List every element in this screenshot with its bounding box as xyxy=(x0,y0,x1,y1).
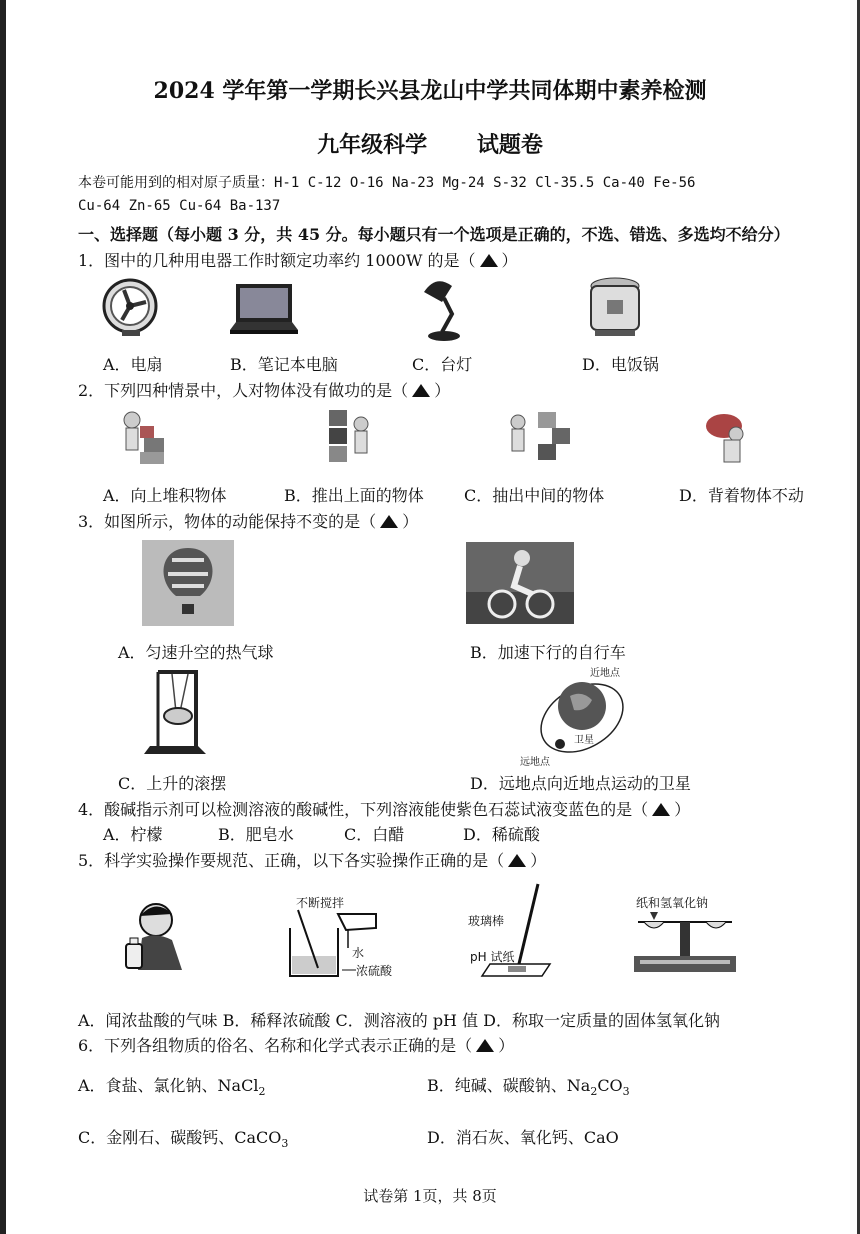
glass-rod-label: 玻璃棒 xyxy=(468,914,505,928)
ph-paper-label: pH 试纸 xyxy=(470,950,515,964)
answer-triangle-icon xyxy=(480,254,498,267)
cyclist-image xyxy=(466,542,574,624)
question-6-text: 6．下列各组物质的俗名、名称和化学式表示正确的是（ xyxy=(78,1036,473,1055)
question-2-stem: 2．下列四种情景中，人对物体没有做功的是（ ） xyxy=(78,381,451,400)
question-4-text: 4．酸碱指示剂可以检测溶液的酸碱性，下列溶液能使紫色石蕊试液变蓝色的是（ xyxy=(78,800,649,819)
q3-option-c: C．上升的滚摆 xyxy=(118,774,227,793)
fan-icon xyxy=(102,278,160,338)
question-1-text: 1．图中的几种用电器工作时额定功率约 1000W 的是（ xyxy=(78,251,476,270)
answer-triangle-icon xyxy=(508,854,526,867)
q2-option-b: B．推出上面的物体 xyxy=(284,486,424,505)
q6-option-c: C．金刚石、碳酸钙、CaCO$_3$ xyxy=(78,1128,289,1151)
q3-option-d: D．远地点向近地点运动的卫星 xyxy=(470,774,691,793)
satellite-orbit-diagram xyxy=(530,666,640,766)
q2-option-d: D．背着物体不动 xyxy=(679,486,804,505)
scan-edge-left xyxy=(0,0,6,1234)
apogee-label: 远地点 xyxy=(520,757,550,768)
atomic-masses-line1: 本卷可能用到的相对原子质量：H-1 C-12 O-16 Na-23 Mg-24 S-32 Cl-35.5 Ca-40 Fe-56 xyxy=(78,175,696,191)
answer-triangle-icon xyxy=(380,515,398,528)
answer-triangle-icon xyxy=(652,803,670,816)
q6-option-b: B．纯碱、碳酸钠、$Na_2CO_3$ xyxy=(427,1076,630,1099)
q1-option-b: B．笔记本电脑 xyxy=(230,355,338,374)
desk-lamp-icon xyxy=(418,276,466,342)
question-5-text: 5．科学实验操作要规范、正确，以下各实验操作正确的是（ xyxy=(78,851,505,870)
paper-naoh-label: 纸和氢氧化钠 xyxy=(636,896,709,910)
question-1-stem: 1．图中的几种用电器工作时额定功率约 1000W 的是（ ） xyxy=(78,251,518,270)
question-4-stem: 4．酸碱指示剂可以检测溶液的酸碱性，下列溶液能使紫色石蕊试液变蓝色的是（ ） xyxy=(78,800,691,819)
stir-label: 不断搅拌 xyxy=(296,896,345,910)
perigee-label: 近地点 xyxy=(590,668,620,679)
q4-option-d: D．稀硫酸 xyxy=(463,825,540,844)
q4-option-c: C．白醋 xyxy=(344,825,405,844)
q4-option-a: A．柠檬 xyxy=(103,825,163,844)
q2-option-c: C．抽出中间的物体 xyxy=(464,486,605,505)
q1-option-d: D．电饭锅 xyxy=(582,355,659,374)
rice-cooker-icon xyxy=(585,276,645,338)
person-stacking-boxes-icon xyxy=(118,410,170,466)
q6-option-a: A．食盐、氯化钠、NaCl$_2$ xyxy=(78,1076,266,1099)
conc-acid-label: 浓硫酸 xyxy=(356,964,393,978)
maxwell-pendulum-image xyxy=(140,668,210,760)
exam-title: 2024 学年第一学期长兴县龙山中学共同体期中素养检测 xyxy=(153,78,707,104)
atomic-masses-line2: Cu-64 Zn-65 Cu-64 Ba-137 xyxy=(78,198,281,214)
question-6-stem: 6．下列各组物质的俗名、名称和化学式表示正确的是（ ） xyxy=(78,1036,515,1055)
laptop-icon xyxy=(230,282,298,338)
page-footer: 试卷第 1页，共 8页 xyxy=(363,1187,497,1205)
answer-triangle-icon xyxy=(412,384,430,397)
exam-subtitle: 九年级科学 试题卷 xyxy=(317,132,543,158)
balance-scale-diagram xyxy=(630,908,740,978)
section-heading: 一、选择题（每小题 3 分，共 45 分。每小题只有一个选项是正确的，不选、错选、多选均不给分） xyxy=(78,225,790,244)
q1-option-a: A．电扇 xyxy=(103,355,163,374)
q4-option-b: B．肥皂水 xyxy=(218,825,294,844)
question-3-text: 3．如图所示，物体的动能保持不变的是（ xyxy=(78,512,377,531)
answer-triangle-icon xyxy=(476,1039,494,1052)
person-pushing-block-icon xyxy=(327,408,373,466)
q1-option-c: C．台灯 xyxy=(412,355,473,374)
water-label: 水 xyxy=(352,946,365,960)
question-3-stem: 3．如图所示，物体的动能保持不变的是（ ） xyxy=(78,512,419,531)
q6-option-d: D．消石灰、氧化钙、CaO xyxy=(427,1128,619,1147)
hot-air-balloon-image xyxy=(142,540,234,626)
person-pulling-block-icon xyxy=(508,408,574,466)
ph-test-diagram xyxy=(478,882,560,978)
q5-options: A．闻浓盐酸的气味 B．稀释浓硫酸 C．测溶液的 pH 值 D．称取一定质量的固体氢氧化钠 xyxy=(78,1011,721,1030)
satellite-label: 卫星 xyxy=(574,735,594,746)
question-2-text: 2．下列四种情景中，人对物体没有做功的是（ xyxy=(78,381,409,400)
question-5-stem: 5．科学实验操作要规范、正确，以下各实验操作正确的是（ ） xyxy=(78,851,547,870)
q2-option-a: A．向上堆积物体 xyxy=(103,486,227,505)
smelling-acid-image xyxy=(120,898,190,972)
q3-option-b: B．加速下行的自行车 xyxy=(470,643,626,662)
person-carrying-load-icon xyxy=(702,412,754,466)
q3-option-a: A．匀速升空的热气球 xyxy=(118,643,274,662)
